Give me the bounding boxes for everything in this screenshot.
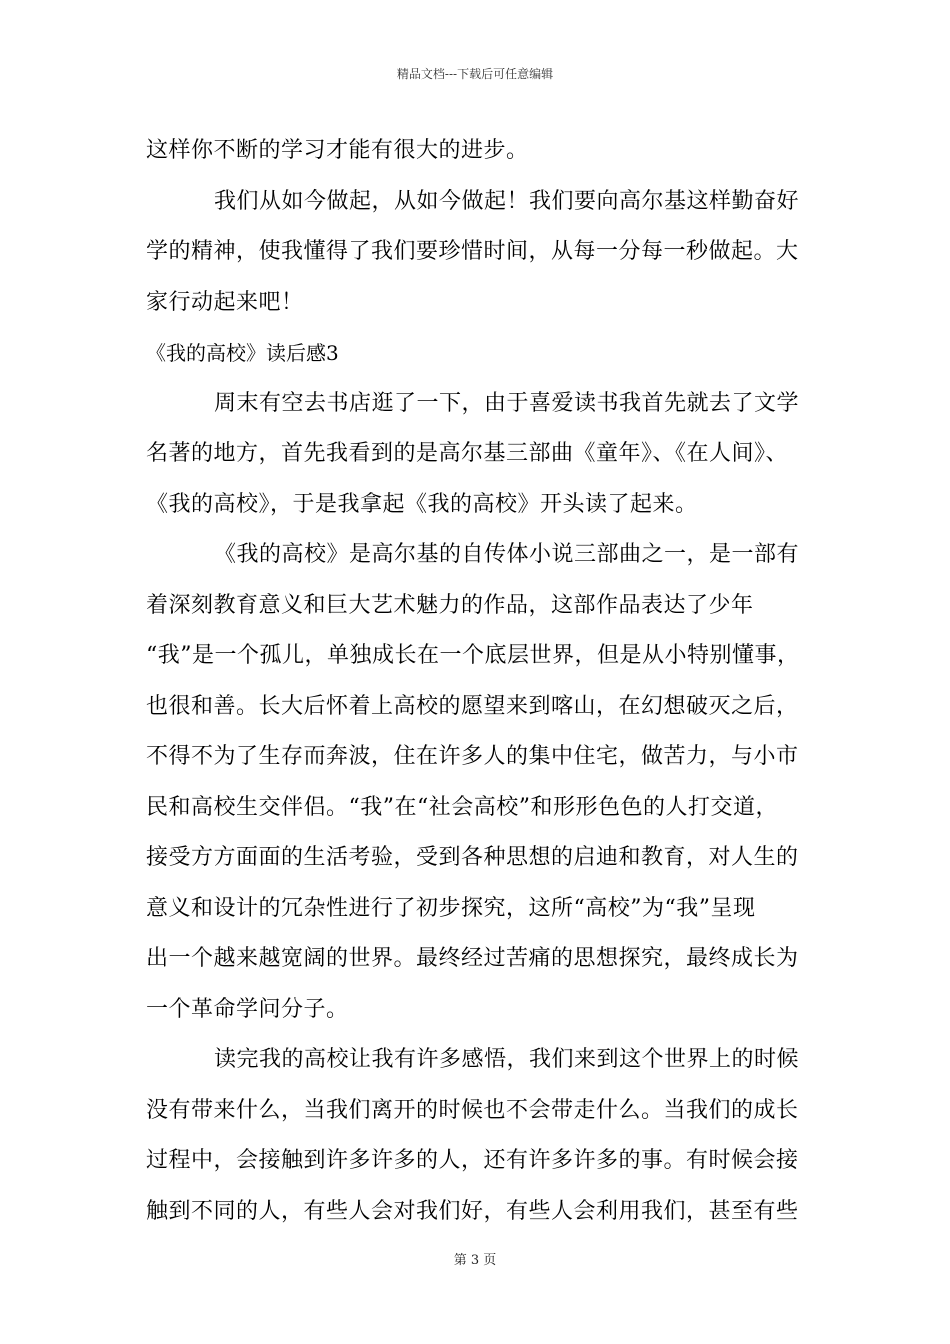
text-line: 学的精神，使我懂得了我们要珍惜时间，从每一分每一秒做起。大 <box>146 239 799 264</box>
text-line: 名著的地方，首先我看到的是高尔基三部曲《童年》、《在人间》、 <box>146 441 789 466</box>
text-line: 我们从如今做起，从如今做起！我们要向高尔基这样勤奋好 <box>214 188 800 214</box>
text-line: 着深刻教育意义和巨大艺术魅力的作品，这部作品表达了少年 <box>146 592 754 618</box>
text-line: 《我的高校》是高尔基的自传体小说三部曲之一，是一部有 <box>214 542 800 567</box>
text-line: 不得不为了生存而奔波，住在许多人的集中住宅，做苦力，与小市 <box>146 744 799 769</box>
text-line: 一个革命学问分子。 <box>146 996 349 1022</box>
text-line: 家行动起来吧！ <box>146 289 304 315</box>
text-line: 读完我的高校让我有许多感悟，我们来到这个世界上的时候 <box>214 1047 800 1072</box>
text-line: “我”是一个孤儿，单独成长在一个底层世界，但是从小特别懂事， <box>146 643 800 668</box>
text-line: 这样你不断的学习才能有很大的进步。 <box>146 138 529 163</box>
text-line: 过程中，会接触到许多许多的人，还有许多许多的事。有时候会接 <box>146 1148 799 1173</box>
text-line: 周末有空去书店逛了一下，由于喜爱读书我首先就去了文学 <box>214 390 800 416</box>
text-line: 接受方方面面的生活考验，受到各种思想的启迪和教育，对人生的 <box>146 845 799 870</box>
text-line: 触到不同的人，有些人会对我们好，有些人会利用我们，甚至有些 <box>146 1198 799 1224</box>
section-heading: 《我的高校》读后感3 <box>146 341 339 365</box>
text-line: 没有带来什么，当我们离开的时候也不会带走什么。当我们的成长 <box>146 1097 799 1123</box>
text-line: 民和高校生交伴侣。“我”在“社会高校”和形形色色的人打交道， <box>146 794 778 820</box>
text-line: 也很和善。长大后怀着上高校的愿望来到喀山，在幻想破灭之后， <box>146 693 799 719</box>
document-body <box>146 126 808 1237</box>
text-line: 意义和设计的冗杂性进行了初步探究，这所“高校”为“我”呈现 <box>146 895 756 921</box>
page-header: 精品文档---下载后可任意编辑 <box>396 67 554 81</box>
text-line: 《我的高校》，于是我拿起《我的高校》开头读了起来。 <box>146 491 698 517</box>
page-number: 第 3 页 <box>453 1253 497 1268</box>
text-line: 出一个越来越宽阔的世界。最终经过苦痛的思想探究，最终成长为 <box>146 946 799 971</box>
